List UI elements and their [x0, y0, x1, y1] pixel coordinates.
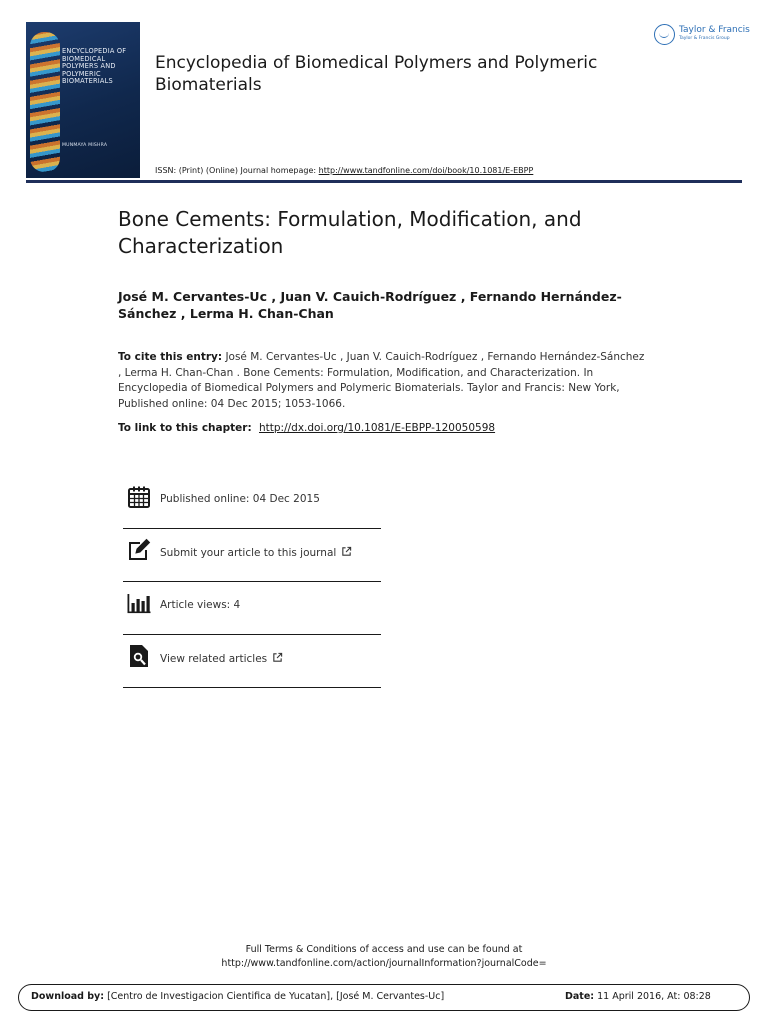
- citation-label: To cite this entry:: [118, 351, 223, 363]
- external-link-icon: [341, 546, 352, 557]
- publisher-group: Taylor & Francis Group: [679, 36, 730, 41]
- published-online-row: [123, 477, 381, 529]
- chapter-link-label: To link to this chapter:: [118, 422, 252, 434]
- article-views-row: [123, 583, 381, 635]
- external-link-icon: [272, 652, 283, 663]
- citation-block: [118, 350, 648, 412]
- terms-notice: [0, 943, 768, 971]
- publisher-logo-icon: [654, 24, 675, 45]
- edit-icon: [127, 538, 151, 562]
- dna-helix-graphic: [30, 32, 60, 172]
- download-date: [565, 991, 711, 1002]
- publisher-logo[interactable]: [654, 23, 750, 47]
- download-info-bar: [18, 984, 750, 1011]
- terms-line-2[interactable]: http://www.tandfonline.com/action/journalInformation?journalCode=: [221, 958, 547, 969]
- bar-chart-icon: [127, 591, 151, 615]
- issn-line: [155, 166, 533, 175]
- document-search-icon: [127, 644, 151, 668]
- chapter-link-line: [118, 421, 658, 436]
- download-by: [31, 991, 444, 1002]
- chapter-doi-link[interactable]: http://dx.doi.org/10.1081/E-EBPP-120050598: [259, 422, 496, 434]
- cover-title: ENCYCLOPEDIA OF BIOMEDICAL POLYMERS AND POLYMERIC BIOMATERIALS: [62, 47, 127, 86]
- related-articles-text: View related articles: [160, 653, 268, 665]
- publisher-name: Taylor & Francis: [679, 25, 750, 35]
- date-label: Date:: [565, 991, 595, 1002]
- journal-title: Encyclopedia of Biomedical Polymers and Polymeric Biomaterials: [155, 53, 598, 95]
- citation-text: José M. Cervantes-Uc , Juan V. Cauich-Rodríguez , Fernando Hernández-Sánchez , Lerma H. Chan-Chan . Bone Cements: Formulation, Modification, and Characterization. In Encyclopedia of Biomedical Polymers and Polymeric Biomaterials. Taylor and Francis: New York, Published online: 04 Dec 2015; 1053-1066.: [118, 351, 645, 410]
- cover-editor: MUNMAYA MISHRA: [62, 143, 108, 148]
- date-value: 11 April 2016, At: 08:28: [597, 991, 711, 1002]
- submit-article-row[interactable]: [123, 530, 381, 582]
- issn-label: ISSN: (Print) (Online) Journal homepage:: [155, 166, 317, 175]
- article-title: Bone Cements: Formulation, Modification, and Characterization: [118, 207, 582, 258]
- download-value: [Centro de Investigacion Cientifica de Yucatan], [José M. Cervantes-Uc]: [107, 991, 445, 1002]
- terms-line-1: Full Terms & Conditions of access and use can be found at: [245, 944, 523, 955]
- related-articles-row[interactable]: [123, 636, 381, 688]
- published-online-text: Published online: 04 Dec 2015: [160, 493, 320, 505]
- article-views-text: Article views: 4: [160, 599, 241, 611]
- journal-cover-image: [26, 22, 140, 178]
- download-label: Download by:: [31, 991, 105, 1002]
- calendar-icon: [127, 485, 151, 509]
- submit-article-text: Submit your article to this journal: [160, 547, 337, 559]
- journal-homepage-link[interactable]: http://www.tandfonline.com/doi/book/10.1081/E-EBPP: [318, 166, 534, 175]
- header-divider: [26, 180, 742, 183]
- article-authors: José M. Cervantes-Uc , Juan V. Cauich-Rodríguez , Fernando Hernández-Sánchez , Lerma H. Chan-Chan: [118, 289, 622, 321]
